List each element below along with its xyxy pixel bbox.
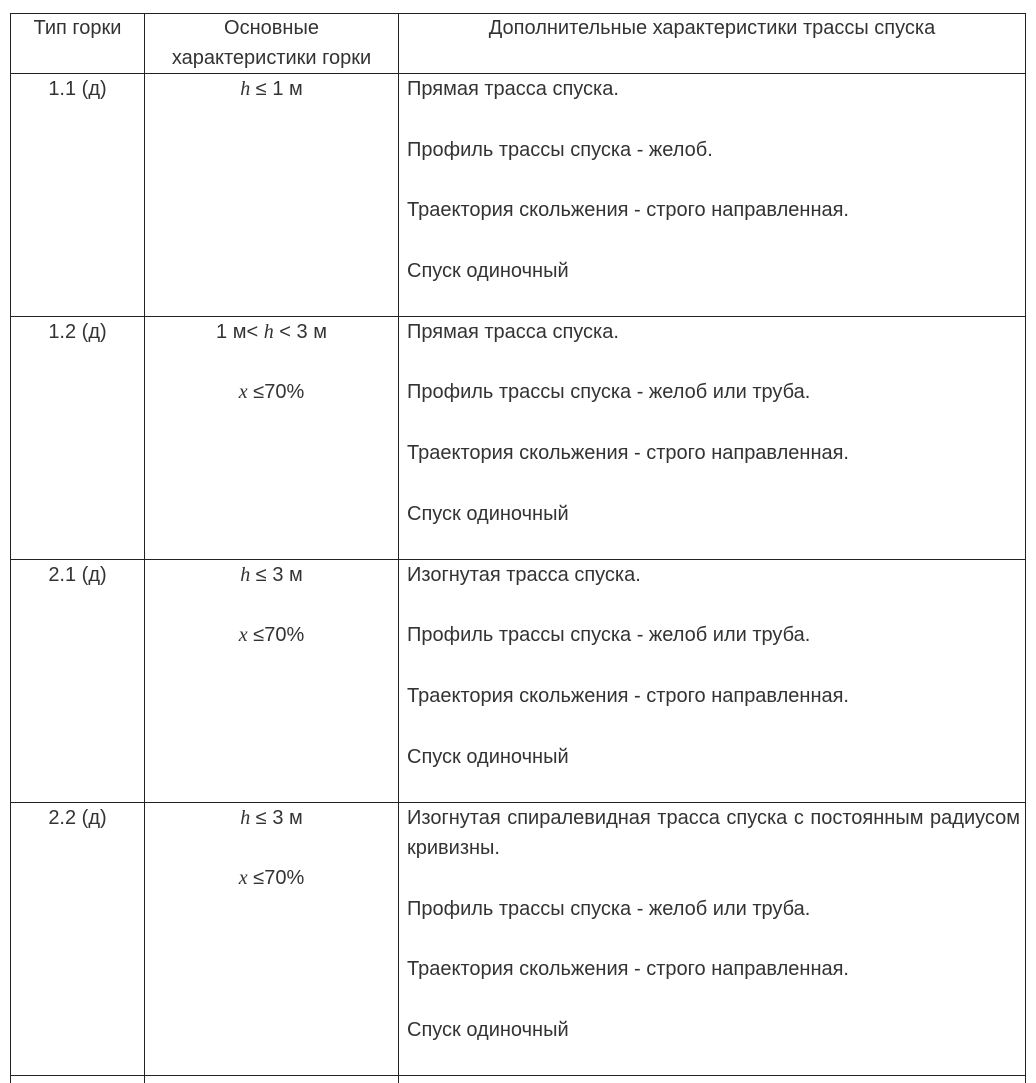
main-characteristic bbox=[145, 377, 398, 407]
header-type: Тип горки bbox=[33, 17, 122, 39]
extra-line: Спуск одиночный bbox=[407, 503, 569, 525]
variable: h bbox=[240, 564, 251, 586]
column-divider bbox=[398, 13, 399, 1083]
main-characteristic bbox=[145, 560, 398, 590]
value: 3 м bbox=[272, 564, 303, 586]
value: 1 м bbox=[272, 78, 303, 100]
variable: h bbox=[240, 78, 251, 100]
relation: ≤ bbox=[255, 564, 267, 586]
extra-line: Изогнутая спиралевидная трасса спуска с постоянным радиусом кривизны. bbox=[407, 807, 1020, 859]
value: 3 м bbox=[296, 321, 327, 343]
value: 70% bbox=[264, 867, 305, 889]
table-border-left bbox=[10, 13, 11, 1083]
main-characteristic bbox=[145, 74, 398, 104]
main-characteristic bbox=[145, 620, 398, 650]
extra-line: Траектория скольжения - строго направленная. bbox=[407, 958, 849, 980]
column-divider bbox=[144, 13, 145, 1083]
extra-line: Профиль трассы спуска - желоб или труба. bbox=[407, 898, 811, 920]
variable: h bbox=[263, 321, 274, 343]
row-divider bbox=[10, 1075, 1026, 1076]
value: 70% bbox=[264, 624, 305, 646]
relation: ≤ bbox=[253, 624, 265, 646]
variable: x bbox=[238, 624, 248, 646]
extra-line: Траектория скольжения - строго направленная. bbox=[407, 685, 849, 707]
header-main-line: Основные bbox=[224, 17, 319, 39]
table-border-right bbox=[1025, 13, 1026, 1083]
value: 1 м bbox=[216, 321, 247, 343]
variable: x bbox=[238, 867, 248, 889]
row-type: 1.1 (д) bbox=[48, 78, 107, 100]
extra-line: Траектория скольжения - строго направленная. bbox=[407, 442, 849, 464]
relation: ≤ bbox=[253, 381, 265, 403]
row-type: 1.2 (д) bbox=[48, 321, 107, 343]
extra-line: Спуск одиночный bbox=[407, 260, 569, 282]
main-characteristic bbox=[145, 317, 398, 347]
extra-line: Спуск одиночный bbox=[407, 746, 569, 768]
relation: ≤ bbox=[255, 807, 267, 829]
header-extra: Дополнительные характеристики трассы спуска bbox=[488, 17, 936, 39]
variable: h bbox=[240, 807, 251, 829]
extra-line: Профиль трассы спуска - желоб или труба. bbox=[407, 624, 811, 646]
relation: < bbox=[246, 321, 259, 343]
extra-line: Прямая трасса спуска. bbox=[407, 78, 619, 100]
extra-line: Спуск одиночный bbox=[407, 1019, 569, 1041]
extra-line: Траектория скольжения - строго направленная. bbox=[407, 199, 849, 221]
header-main-line: характеристики горки bbox=[171, 47, 372, 69]
extra-line: Изогнутая трасса спуска. bbox=[407, 564, 641, 586]
row-type: 2.1 (д) bbox=[48, 564, 107, 586]
extra-line: Прямая трасса спуска. bbox=[407, 321, 619, 343]
relation: ≤ bbox=[253, 867, 265, 889]
value: 3 м bbox=[272, 807, 303, 829]
main-characteristic bbox=[145, 863, 398, 893]
main-characteristic bbox=[145, 803, 398, 833]
row-type: 2.2 (д) bbox=[48, 807, 107, 829]
variable: x bbox=[238, 381, 248, 403]
extra-line: Профиль трассы спуска - желоб. bbox=[407, 139, 713, 161]
relation: < bbox=[279, 321, 291, 343]
extra-line: Профиль трассы спуска - желоб или труба. bbox=[407, 381, 811, 403]
relation: ≤ bbox=[255, 78, 267, 100]
value: 70% bbox=[264, 381, 305, 403]
